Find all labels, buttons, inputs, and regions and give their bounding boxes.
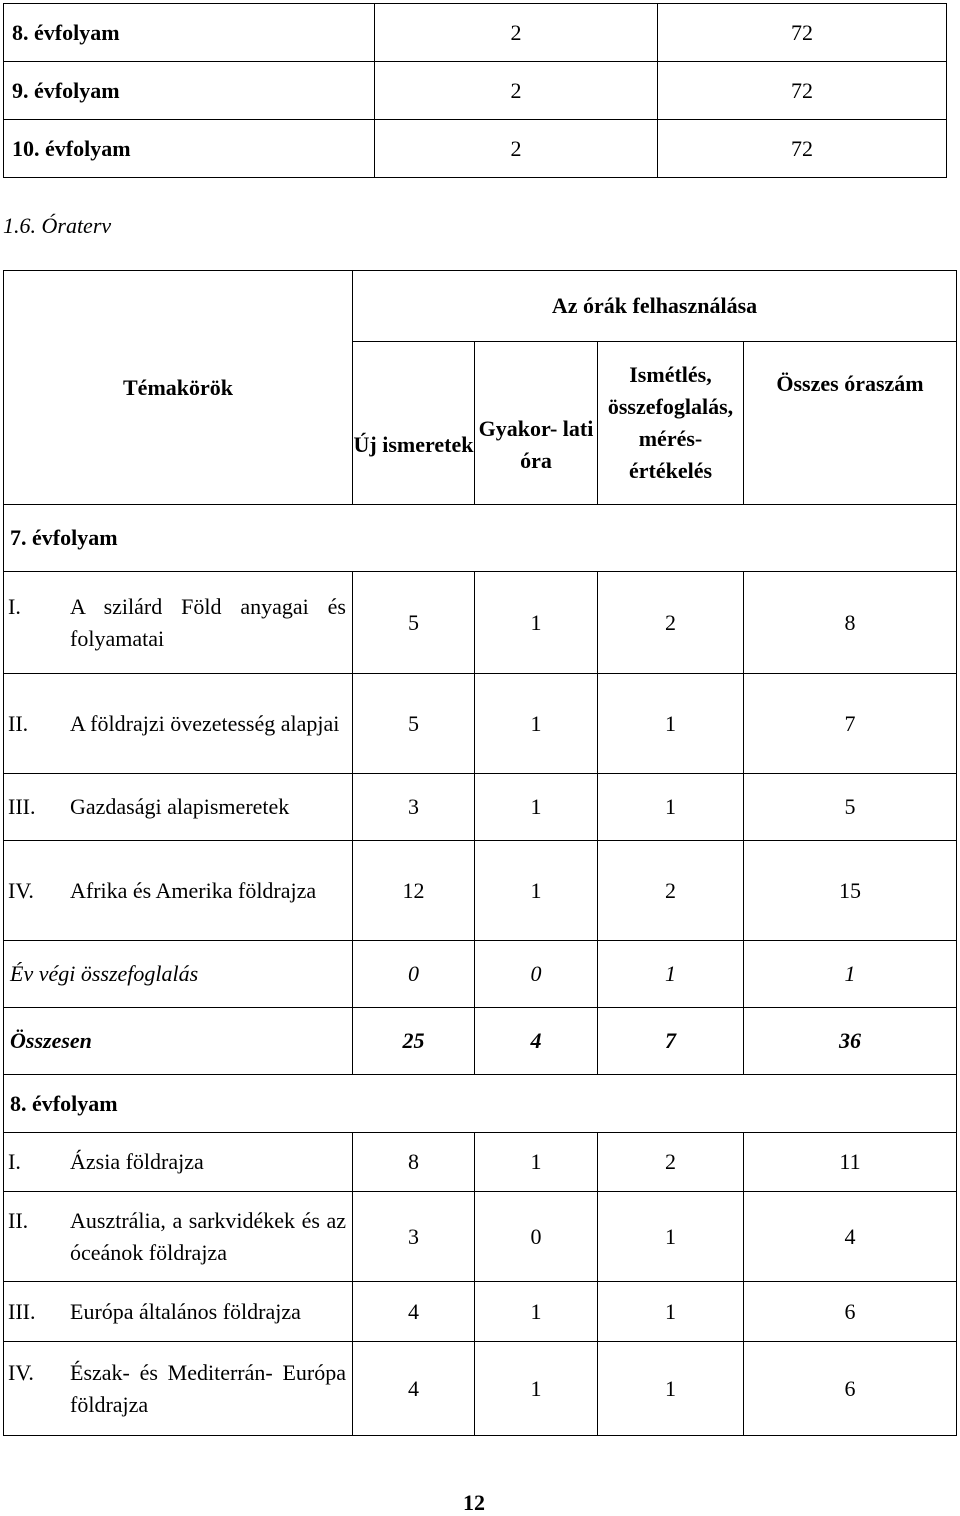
- yearly-hours: 72: [658, 62, 947, 120]
- new-hours: 5: [353, 572, 475, 674]
- sum-label: Összesen: [4, 1008, 353, 1075]
- grade-title-row: [4, 1075, 957, 1133]
- weekly-hours: 2: [375, 62, 658, 120]
- practice-hours: 1: [475, 674, 598, 774]
- topic-label: Ausztrália, a sarkvidékek és az óceánok földrajza: [70, 1207, 346, 1265]
- new-knowledge-header: Új ismeretek: [353, 342, 475, 505]
- weekly-hours: 2: [375, 4, 658, 62]
- row-numeral: II.: [8, 1207, 29, 1233]
- hours-per-grade-table: [3, 3, 947, 178]
- weekly-hours: 2: [375, 120, 658, 178]
- table-row: [4, 120, 947, 178]
- practice-hours: 0: [475, 1192, 598, 1282]
- table-row: [4, 1192, 957, 1282]
- year-end-row: [4, 941, 957, 1008]
- header-row: [4, 271, 957, 342]
- new-hours: 25: [353, 1008, 475, 1075]
- review-hours: 2: [598, 1133, 744, 1192]
- yearly-hours: 72: [658, 4, 947, 62]
- topic-label: Ázsia földrajza: [70, 1149, 204, 1174]
- total-hours: 4: [744, 1192, 957, 1282]
- grade-title: 7. évfolyam: [4, 505, 957, 572]
- total-hours: 36: [744, 1008, 957, 1075]
- table-row: [4, 572, 957, 674]
- total-hours: 7: [744, 674, 957, 774]
- topic-label: Észak- és Mediterrán- Európa földrajza: [70, 1359, 346, 1417]
- review-hours: 1: [598, 674, 744, 774]
- year-end-label: Év végi összefoglalás: [4, 941, 353, 1008]
- grade-title: 8. évfolyam: [4, 1075, 957, 1133]
- row-numeral: IV.: [8, 1359, 34, 1385]
- table-row: [4, 841, 957, 941]
- total-header: Összes óraszám: [744, 342, 957, 505]
- practice-hours: 4: [475, 1008, 598, 1075]
- review-hours: 1: [598, 1282, 744, 1342]
- topic-label: Gazdasági alapismeretek: [70, 794, 290, 819]
- table-row: [4, 62, 947, 120]
- row-numeral: I.: [8, 1149, 21, 1174]
- grade-title-row: [4, 505, 957, 572]
- topics-header: Témakörök: [4, 271, 353, 505]
- new-hours: 5: [353, 674, 475, 774]
- row-numeral: I.: [8, 593, 21, 619]
- table-row: [4, 1282, 957, 1342]
- grade-label: 10. évfolyam: [4, 120, 375, 178]
- topic-label: Európa általános földrajza: [70, 1298, 301, 1324]
- row-numeral: II.: [8, 710, 29, 736]
- table-row: [4, 4, 947, 62]
- practice-hours: 0: [475, 941, 598, 1008]
- review-hours: 1: [598, 941, 744, 1008]
- new-hours: 8: [353, 1133, 475, 1192]
- new-hours: 3: [353, 1192, 475, 1282]
- yearly-hours: 72: [658, 120, 947, 178]
- topic-label: A szilárd Föld anyagai és folyamatai: [70, 593, 346, 651]
- total-hours: 1: [744, 941, 957, 1008]
- page-number: 12: [463, 1490, 485, 1515]
- practice-hours: 1: [475, 1133, 598, 1192]
- new-hours: 0: [353, 941, 475, 1008]
- review-hours: 2: [598, 572, 744, 674]
- total-hours: 11: [744, 1133, 957, 1192]
- usage-group-header: Az órák felhasználása: [353, 271, 957, 342]
- sum-row: [4, 1008, 957, 1075]
- review-header: Ismétlés, összefoglalás, mérés- értékelés: [598, 342, 744, 505]
- total-hours: 5: [744, 774, 957, 841]
- table-row: [4, 1342, 957, 1436]
- table-row: [4, 674, 957, 774]
- row-numeral: III.: [8, 794, 36, 819]
- total-hours: 15: [744, 841, 957, 941]
- grade-label: 9. évfolyam: [4, 62, 375, 120]
- topic-label: A földrajzi övezetesség alapjai: [70, 710, 340, 736]
- practice-hours: 1: [475, 572, 598, 674]
- grade-label: 8. évfolyam: [4, 4, 375, 62]
- new-hours: 3: [353, 774, 475, 841]
- section-title: 1.6. Óraterv: [3, 213, 112, 238]
- review-hours: 7: [598, 1008, 744, 1075]
- curriculum-table: [3, 270, 957, 1436]
- practice-header: Gyakor- lati óra: [475, 342, 598, 505]
- row-numeral: III.: [8, 1298, 36, 1324]
- review-hours: 1: [598, 1342, 744, 1436]
- total-hours: 6: [744, 1342, 957, 1436]
- review-hours: 2: [598, 841, 744, 941]
- table-row: [4, 1133, 957, 1192]
- total-hours: 6: [744, 1282, 957, 1342]
- topic-label: Afrika és Amerika földrajza: [70, 877, 317, 903]
- new-hours: 4: [353, 1282, 475, 1342]
- row-numeral: IV.: [8, 877, 34, 903]
- practice-hours: 1: [475, 774, 598, 841]
- practice-hours: 1: [475, 1282, 598, 1342]
- practice-hours: 1: [475, 841, 598, 941]
- review-hours: 1: [598, 1192, 744, 1282]
- new-hours: 12: [353, 841, 475, 941]
- table-row: [4, 774, 957, 841]
- practice-hours: 1: [475, 1342, 598, 1436]
- review-hours: 1: [598, 774, 744, 841]
- total-hours: 8: [744, 572, 957, 674]
- new-hours: 4: [353, 1342, 475, 1436]
